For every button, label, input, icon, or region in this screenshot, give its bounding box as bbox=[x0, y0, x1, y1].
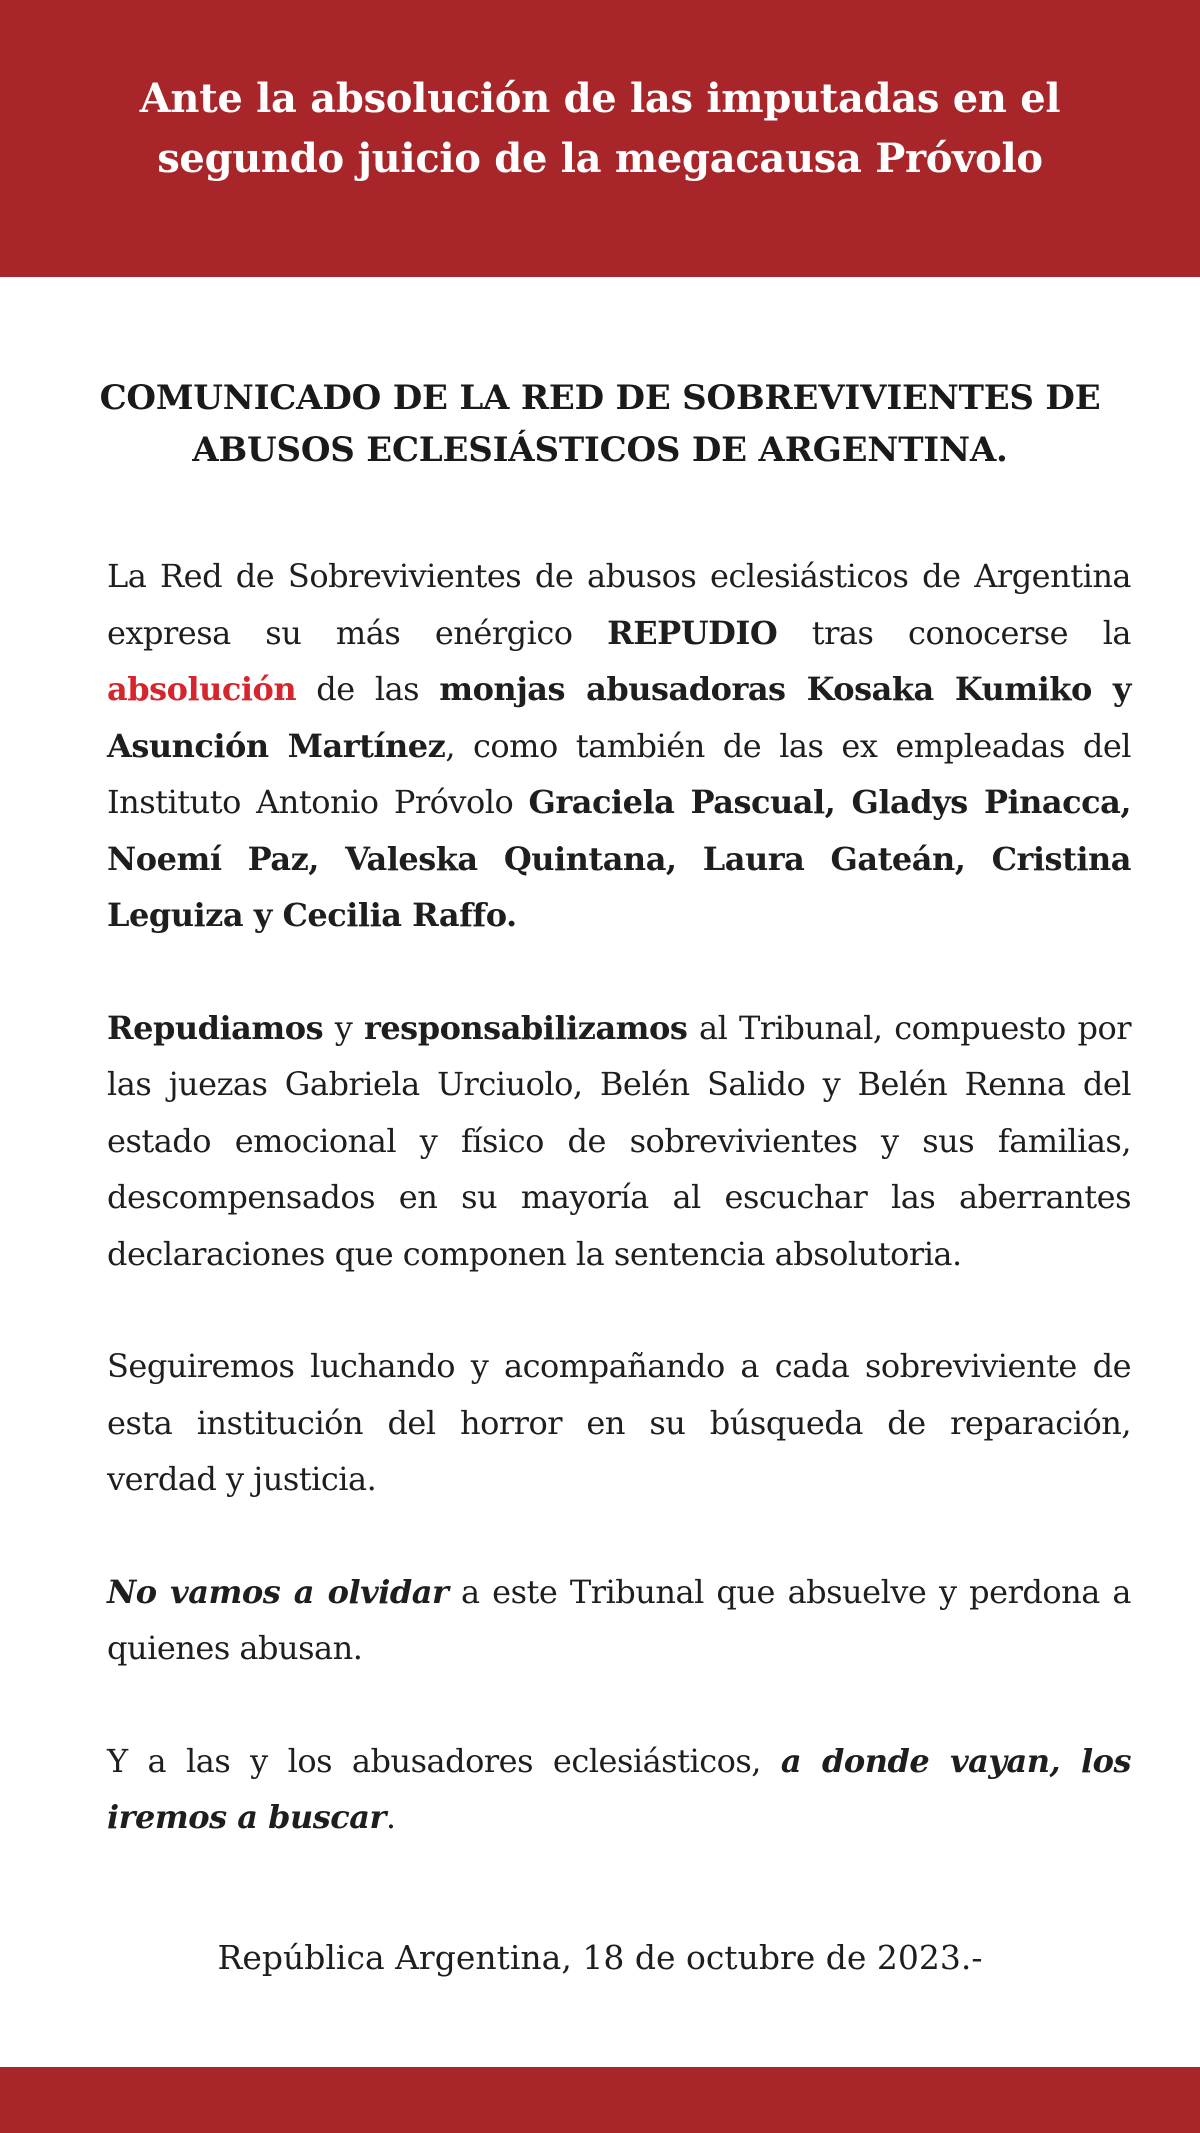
paragraph-buscar: Y a las y los abusadores eclesiásticos, a donde vayan, los iremos a buscar. bbox=[107, 1741, 1132, 1836]
communique-body bbox=[107, 548, 1131, 1902]
date-line: República Argentina, 18 de octubre de 2023.- bbox=[217, 1938, 983, 1977]
communique-heading: COMUNICADO DE LA RED DE SOBREVIVIENTES DE ABUSOS ECLESIÁSTICOS DE ARGENTINA. bbox=[99, 378, 1101, 470]
paragraph-seguiremos: Seguiremos luchando y acompañando a cada sobreviviente de esta institución del horror en su búsqueda de reparación, verdad y justicia. bbox=[107, 1347, 1131, 1498]
paragraph-no-olvidar: No vamos a olvidar a este Tribunal que absuelve y perdona a quienes abusan. bbox=[107, 1572, 1132, 1667]
bottom-banner bbox=[0, 2067, 1200, 2133]
absolucion-highlight: absolución bbox=[107, 670, 297, 708]
top-banner bbox=[0, 0, 1200, 277]
paragraph-repudio: La Red de Sobrevivientes de abusos eclesiásticos de Argentina expresa su más enérgico REPUDIO tras conocerse la absolución de las monjas abusadoras Kosaka Kumiko y Asunción Martínez, como también de las ex empleadas del Instituto Antonio Próvolo Graciela Pascual, Gladys Pinacca, Noemí Paz, Valeska Quintana, Laura Gateán, Cristina Leguiza y Cecilia Raffo. bbox=[107, 557, 1132, 934]
paragraph-tribunal: Repudiamos y responsabilizamos al Tribunal, compuesto por las juezas Gabriela Urciuolo, Belén Salido y Belén Renna del estado emocional y físico de sobrevivientes y sus familias, descompensados en su mayoría al escuchar las aberrantes declaraciones que componen la sentencia absolutoria. bbox=[107, 1008, 1132, 1273]
banner-title: Ante la absolución de las imputadas en el segundo juicio de la megacausa Próvolo bbox=[139, 74, 1061, 182]
